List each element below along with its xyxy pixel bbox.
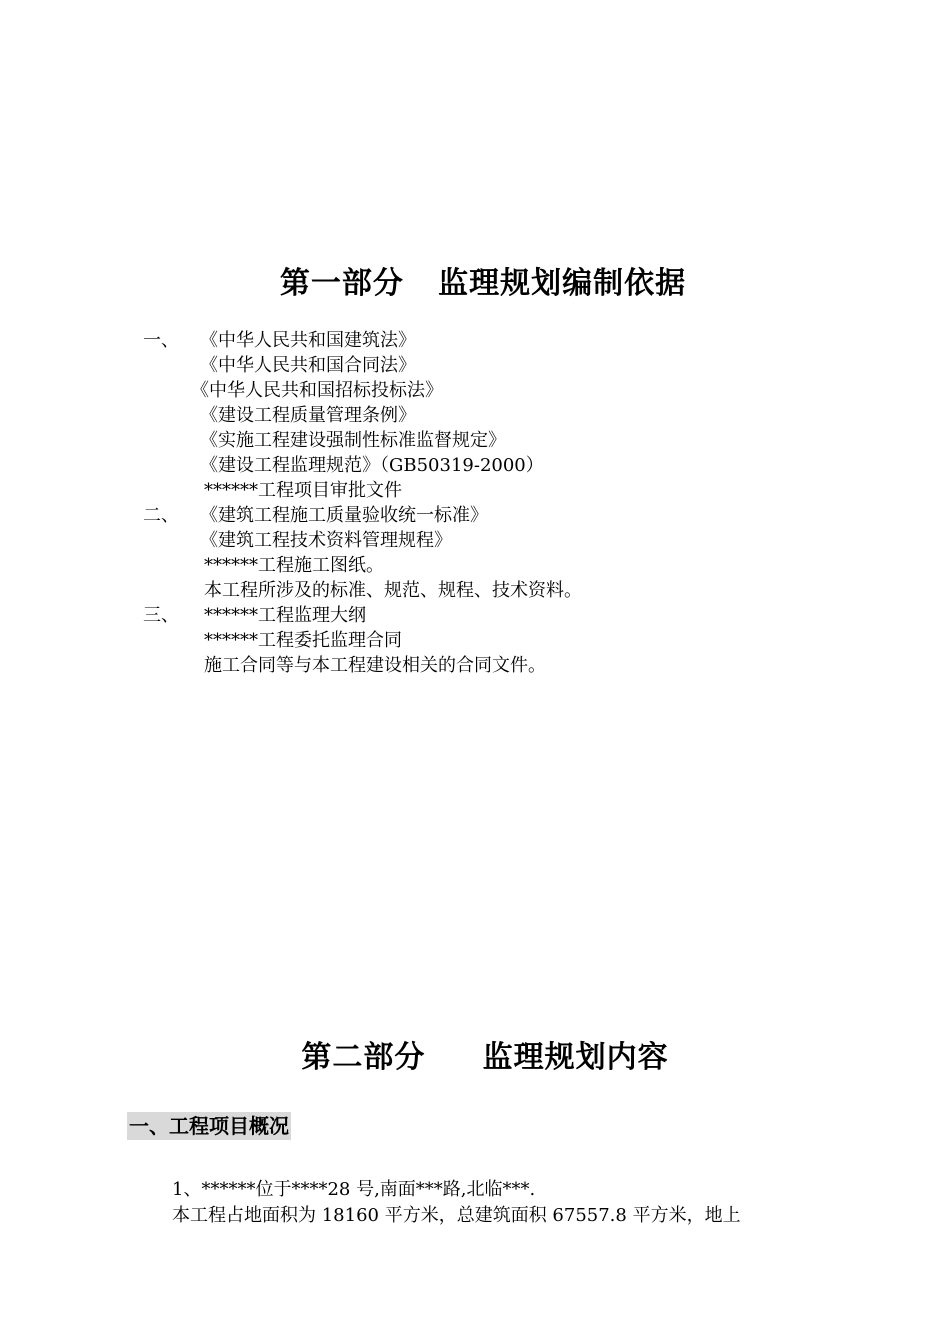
section-heading: 一、工程项目概况 [129,1114,289,1138]
list-item: 《实施工程建设强制性标准监督规定》 [200,430,506,451]
list-item: 《中华人民共和国招标投标法》 [191,380,443,401]
paragraph-line: 1、******位于****28 号,南面***路,北临***. [172,1179,536,1200]
paragraph-line: 本工程占地面积为 18160 平方米，总建筑面积 67557.8 平方米，地上 [172,1205,741,1226]
group2-marker: 二、 [143,505,179,526]
list-item: 本工程所涉及的标准、规范、规程、技术资料。 [204,580,582,601]
list-item: 《中华人民共和国合同法》 [200,355,416,376]
list-item: ******工程监理大纲 [204,605,366,626]
list-item: 《中华人民共和国建筑法》 [200,330,416,351]
list-item: 施工合同等与本工程建设相关的合同文件。 [204,655,546,676]
list-item: 《建设工程监理规范》（GB50319-2000） [200,455,544,476]
list-item: 《建筑工程技术资料管理规程》 [200,530,452,551]
list-item: ******工程项目审批文件 [204,480,402,501]
part1-title: 第一部分 监理规划编制依据 [279,266,687,301]
list-item: 《建筑工程施工质量验收统一标准》 [200,505,488,526]
part2-title: 第二部分 监理规划内容 [301,1040,669,1075]
group3-marker: 三、 [143,605,179,626]
list-item: ******工程委托监理合同 [204,630,402,651]
list-item: 《建设工程质量管理条例》 [200,405,416,426]
list-item: ******工程施工图纸。 [204,555,384,576]
group1-marker: 一、 [143,330,179,351]
